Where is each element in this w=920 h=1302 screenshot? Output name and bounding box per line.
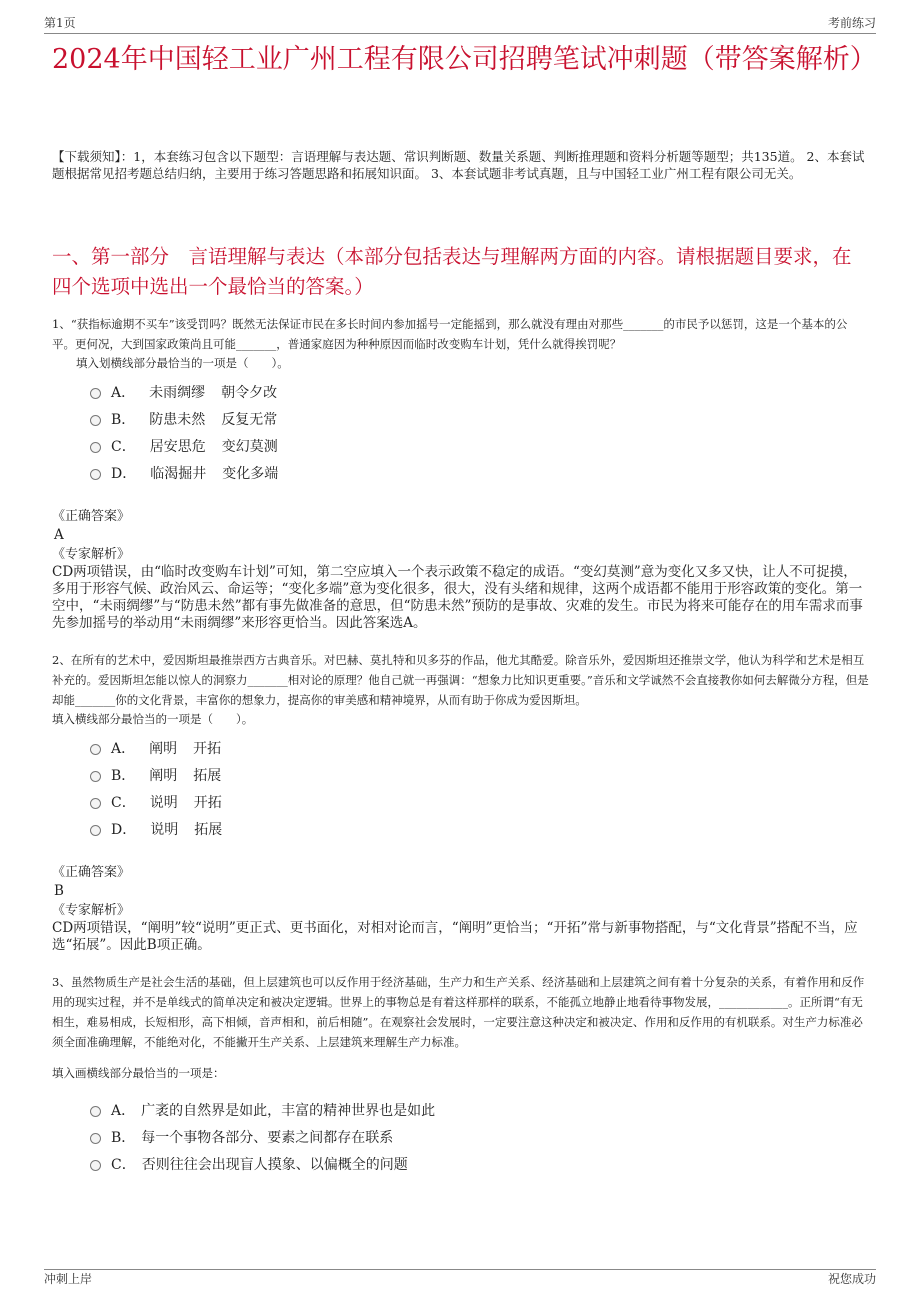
section-heading: 一、第一部分 言语理解与表达（本部分包括表达与理解两方面的内容。请根据题目要求，在四个选项中选出一个最恰当的答案。） — [52, 245, 852, 298]
page-footer — [44, 1270, 876, 1288]
radio-icon[interactable] — [90, 1106, 101, 1117]
page-header — [44, 14, 876, 32]
option-d[interactable]: D． 说明 拓展 — [90, 815, 870, 842]
option-c[interactable]: C． 说明 开拓 — [90, 788, 870, 815]
document-title: 2024年中国轻工业广州工程有限公司招聘笔试冲刺题（带答案解析） — [52, 44, 877, 75]
answer-label: 《正确答案》 — [52, 865, 131, 880]
option-a[interactable]: A． 广袤的自然界是如此，丰富的精神世界也是如此 — [90, 1096, 870, 1123]
answer-label: 《正确答案》 — [52, 509, 131, 524]
question-2 — [52, 650, 870, 954]
answer-value: B — [54, 883, 64, 899]
radio-icon[interactable] — [90, 388, 101, 399]
question-text: 2、在所有的艺术中，爱因斯坦最推崇西方古典音乐。对巴赫、莫扎特和贝多芬的作品，他尤其酷爱。除音乐外，爱因斯坦还推崇文学，他认为科学和艺术是相互补充的。爱因斯坦怎能以惊人的洞察力_______相对论的原理？他自己就一再强调：“想象力比知识更重要。”音乐和文学诚然不会直接教你如何去解微分方程，但是却能_______你的文化背景，丰富你的想象力，提高你的审美感和精神境界，从而有助于你成为爱因斯坦。 — [52, 653, 869, 707]
analysis-label: 《专家解析》 — [52, 903, 131, 918]
radio-icon[interactable] — [90, 825, 101, 836]
answer-value: A — [54, 527, 64, 543]
option-c[interactable]: C． 居安思危 变幻莫测 — [90, 432, 870, 459]
radio-icon[interactable] — [90, 1160, 101, 1171]
option-a[interactable]: A． 未雨绸缪 朝令夕改 — [90, 378, 870, 405]
radio-icon[interactable] — [90, 1133, 101, 1144]
page-number: 第1页 — [44, 16, 76, 30]
options-list — [90, 734, 870, 842]
option-a[interactable]: A． 阐明 开拓 — [90, 734, 870, 761]
download-notice: 【下载须知】：1，本套练习包含以下题型：言语理解与表达题、常识判断题、数量关系题、判断推理题和资料分析题等题型；共135道。 2、本套试题根据常见招考题总结归纳，主要用于练习答题思路和拓展知识面。 3、本套试题非考试真题，且与中国轻工业广州工程有限公司无关。 — [52, 149, 865, 181]
question-prompt: 填入划横线部分最恰当的一项是（ ）。 — [76, 356, 289, 370]
options-list — [90, 1096, 870, 1177]
analysis-text: CD两项错误，“阐明”较“说明”更正式、更书面化，对相对论而言，“阐明”更恰当；“开拓”常与新事物搭配，与“文化背景”搭配不当，应选“拓展”。因此B项正确。 — [52, 920, 858, 953]
footer-right-text: 祝您成功 — [827, 1272, 876, 1286]
question-prompt: 填入画横线部分最恰当的一项是： — [52, 1066, 225, 1080]
question-prompt: 填入横线部分最恰当的一项是（ ）。 — [52, 712, 254, 726]
question-1 — [52, 314, 870, 632]
radio-icon[interactable] — [90, 415, 101, 426]
question-3 — [52, 972, 870, 1177]
radio-icon[interactable] — [90, 442, 101, 453]
radio-icon[interactable] — [90, 771, 101, 782]
option-c[interactable]: C． 否则往往会出现盲人摸象、以偏概全的问题 — [90, 1150, 870, 1177]
radio-icon[interactable] — [90, 744, 101, 755]
analysis-label: 《专家解析》 — [52, 547, 131, 562]
analysis-text: CD两项错误，由“临时改变购车计划”可知，第二空应填入一个表示政策不稳定的成语。“变幻莫测”意为变化又多又快，让人不可捉摸，多用于形容气候、政治风云、命运等；“变化多端”意为变化很多，很大，没有头绪和规律，这两个成语都不能用于形容政策的变化。第一空中，“未雨绸缪”与“防患未然”都有事先做准备的意思，但“防患未然”预防的是事故、灾难的发生。市民为将来可能存在的用车需求而事先参加摇号的举动用“未雨绸缪”来形容更恰当。因此答案选A。 — [52, 564, 863, 631]
options-list — [90, 378, 870, 486]
radio-icon[interactable] — [90, 469, 101, 480]
option-b[interactable]: B． 防患未然 反复无常 — [90, 405, 870, 432]
option-b[interactable]: B． 阐明 拓展 — [90, 761, 870, 788]
footer-left-text: 冲刺上岸 — [44, 1272, 93, 1286]
header-divider — [44, 33, 876, 34]
header-tag: 考前练习 — [827, 16, 876, 30]
option-d[interactable]: D． 临渴掘井 变化多端 — [90, 459, 870, 486]
option-b[interactable]: B． 每一个事物各部分、要素之间都存在联系 — [90, 1123, 870, 1150]
document-body — [52, 40, 877, 1177]
question-text: 3、虽然物质生产是社会生活的基础，但上层建筑也可以反作用于经济基础，生产力和生产关系、经济基础和上层建筑之间有着十分复杂的关系，有着作用和反作用的现实过程，并不是单线式的简单决定和被决定逻辑。世界上的事物总是有着这样那样的联系，不能孤立地静止地看待事物发展，____________。正所谓“有无相生，难易相成，长短相形，高下相倾，音声相和，前后相随”。在观察社会发展时，一定要注意这种决定和被决定、作用和反作用的有机联系。对生产力标准必须全面准确理解，不能绝对化，不能撇开生产关系、上层建筑来理解生产力标准。 — [52, 975, 865, 1049]
question-text: 1、“获指标逾期不买车”该受罚吗？既然无法保证市民在多长时间内参加摇号一定能摇到，那么就没有理由对那些_______的市民予以惩罚，这是一个基本的公平。更何况，大到国家政策尚且可能_______，普通家庭因为种种原因而临时改变购车计划，凭什么就得挨罚呢？ — [52, 317, 848, 351]
radio-icon[interactable] — [90, 798, 101, 809]
